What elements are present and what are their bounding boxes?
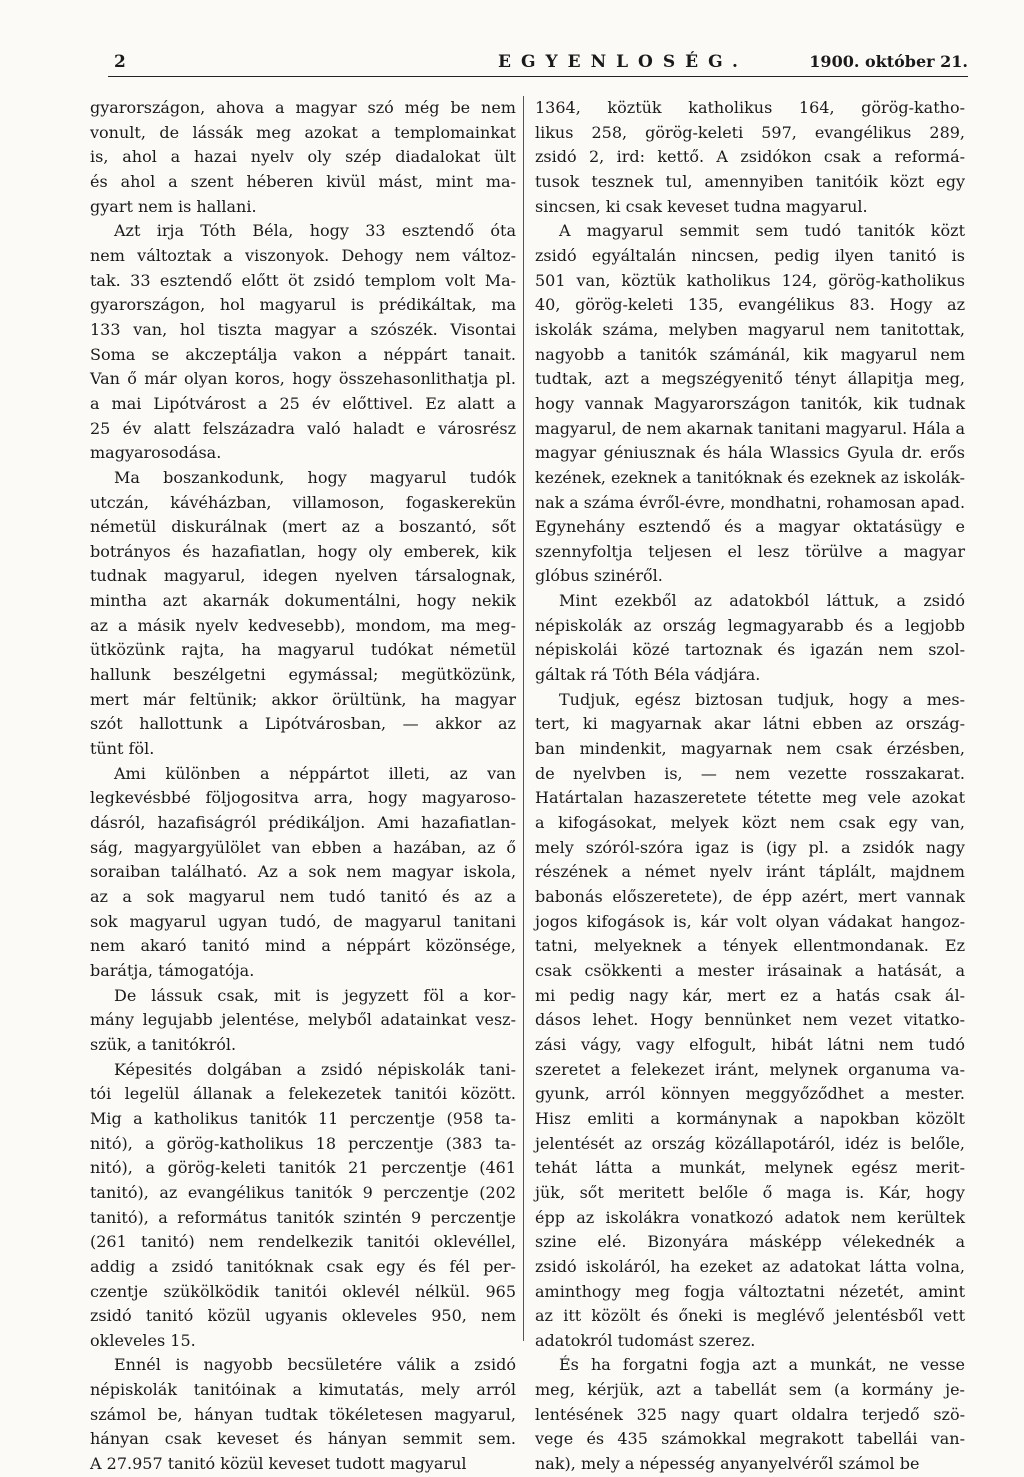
text-line: De lássuk csak, mit is jegyzett föl a kor- [114,985,517,1005]
text-line: vonult, de lássák meg azokat a templomainkat [90,122,516,142]
text-line: dásról, hazafiságról prédikáljon. Ami hazafiatlan- [90,813,516,833]
text-line: 40, görög-keleti 135, evangélikus 83. Hogy az [535,295,966,315]
text-line: Mint ezekből az adatokból láttuk, a zsidó [559,591,965,611]
page-header [108,50,968,76]
text-line: Ma boszankodunk, hogy magyarul tudók [114,467,516,487]
paragraph [535,219,965,589]
text-line: szeretet a felekezet iránt, melynek organuma va- [535,1059,965,1079]
text-line: likus 258, görög-keleti 597, evangélikus 289, [535,122,966,142]
text-line: botrányos és hazafiatlan, hogy oly emberek, kik [90,541,517,561]
text-line: zsidó 2, ird: kettő. A zsidókon csak a reformá- [535,147,966,167]
paragraph [90,984,516,1058]
text-line: szine elé. Bizonyára másképp vélekednék a [535,1232,965,1252]
text-line: magyar géniusznak és hála Wlassics Gyula dr. erős [535,443,966,463]
text-line: tanitó), a református tanitók szintén 9 perczentje [90,1207,517,1227]
text-line: népiskolák tanitóinak a kimutatás, mely arról [90,1380,517,1400]
text-line: épp az iskolákra vonatkozó adatok nem kerültek [535,1207,966,1227]
text-line: Ami különben a néppártot illeti, az van [114,763,516,783]
text-line: (261 tanitó) nem rendelkezik tanitói oklevéllel, [90,1232,517,1252]
text-line: Van ő már olyan koros, hogy összehasonlithatja pl. [90,369,516,389]
text-line: gyunk, arról könnyen meggyőződhet a mester. [535,1084,966,1104]
text-line: tert, ki magyarnak akar látni ebben az ország- [535,714,965,734]
text-line: sincsen, ki csak keveset tudna magyarul. [535,196,868,216]
text-line: A magyarul semmit sem tudó tanitók közt [559,221,965,241]
text-line: tatni, melyeknek a tények ellentmondanak. Ez [535,936,965,956]
paragraph [535,96,965,219]
text-line: iskolák száma, melyben magyarul nem tanitottak, [535,319,966,339]
text-line: 133 van, hol tiszta magyar a szószék. Visontai [90,319,517,339]
text-line: lentésének 325 nagy quart oldalra terjedő szö- [535,1404,966,1424]
text-line: És ha forgatni fogja azt a munkát, ne vesse [559,1355,965,1375]
text-line: jelentését az ország közállapotáról, idéz is belőle, [535,1133,965,1153]
text-line: mintha azt akarnák dokumentálni, hogy nekik [90,591,516,611]
text-line: tusok tesznek tul, amennyiben tanitóik közt egy [535,171,966,191]
text-line: A 27.957 tanitó közül keveset tudott magyarul [90,1454,467,1474]
paragraph [535,589,965,688]
text-line: mány legujabb jelentése, melyből adatainkat vesz- [90,1010,517,1030]
text-line: glóbus szinéről. [535,566,663,586]
text-line: Azt irja Tóth Béla, hogy 33 esztendő óta [114,221,517,241]
text-line: utczán, kávéházban, villamoson, fogaskerekün [90,492,516,512]
text-line: gyarországon, hol magyarul is prédikáltak, ma [90,295,516,315]
text-line: hallunk beszélgetni egymással; megütközünk, [90,665,516,685]
text-line: Egynehány esztendő és a magyar oktatásügy e [535,517,966,537]
text-line: az itt közölt és őneki is meglévő jelentésből vett [535,1306,966,1326]
text-line: nem akaró tanitó mind a néppárt közönsége, [90,936,516,956]
text-line: nitó), a görög-katholikus 18 perczentje (383 ta- [90,1133,516,1153]
text-line: népiskolái közé tartoznak és igazán nem szol- [535,640,966,660]
header-rule [108,76,968,77]
paragraph [90,96,516,219]
paragraph [535,1353,965,1476]
text-line: 501 van, köztük katholikus 124, görög-katholikus [535,270,965,290]
column-divider [523,96,524,1341]
text-line: zási vágy, vagy elfogult, hibát látni nem tudó [535,1034,966,1054]
right-column [535,96,966,1474]
text-line: Határtalan hazaszeretete tétette meg vele azokat [535,788,966,808]
text-line: sok magyarul ugyan tudó, de magyarul tanitani [90,911,516,931]
text-line: ság, magyargyülölet van ebben a hazában, az ő [90,837,517,857]
text-line: és ahol a szent héberen kivül mást, mint ma- [90,171,516,191]
left-column [90,96,517,1474]
text-line: szük, a tanitókról. [90,1034,237,1054]
text-line: tudtak, azt a megszégyenitő tényt állapitja meg, [535,369,966,389]
text-line: ütközünk rajta, ha magyarul tudókat németül [90,640,517,660]
text-line: nagyobb a tanitók számánál, kik magyarul nem [535,344,965,364]
text-line: okleveles 15. [90,1330,196,1350]
paragraph [90,1353,516,1476]
text-line: meg, kérjük, azt a tabellát sem (a kormány je- [535,1380,965,1400]
text-line: tudnak magyarul, idegen nyelven társalognak, [90,566,516,586]
paragraph [90,466,516,762]
text-line: is, ahol a hazai nyelv oly szép diadalokat ült [90,147,516,167]
text-line: nitó), a görög-keleti tanitók 21 perczentje (461 [90,1158,517,1178]
text-line: hányan csak keveset és hányan semmit sem. [90,1429,516,1449]
text-line: az a sok magyarul nem tudó tanitó és az a [90,887,517,906]
text-line: soraiban található. Az a sok nem magyar iskola, [90,862,517,882]
text-line: Soma se akczeptálja vakon a néppárt tanait. [90,344,516,364]
paragraph [90,762,516,984]
text-line: tói legelül állanak a felekezetek tanitói között. [90,1084,516,1104]
text-line: mi pedig nagy kár, mert ez a hatás csak ál- [535,985,965,1005]
text-line: népiskolák az ország legmagyarabb és a legjobb [535,615,965,635]
text-line: Képesités dolgában a zsidó népiskolák tani- [114,1059,517,1079]
issue-date: 1900. október 21. [809,52,968,71]
text-line: zsidó egyáltalán nincsen, pedig ilyen tanitó is [535,245,965,265]
text-line: gáltak rá Tóth Béla vádjára. [535,665,761,685]
text-line: tanitó), az evangélikus tanitók 9 perczentje (202 [90,1182,517,1202]
text-line: addig a zsidó tanitóknak csak egy és fél per- [90,1256,516,1276]
text-line: tünt föl. [90,739,155,759]
text-line: de nyelvben is, — nem vezette rosszakarat. [535,763,965,783]
masthead-title: EGYENLOSÉG. [498,52,748,72]
text-line: jük, sőt meritett belőle ő maga is. Kár, hogy [535,1182,965,1202]
text-line: aminthogy meg fogja változtatni nézetét, amint [535,1281,965,1301]
paragraph [90,219,516,466]
text-line: németül diskurálnak (mert az a boszantó, sőt [90,517,516,537]
text-line: vege és 435 számokkal megrakott tabellái van- [535,1429,966,1449]
text-line: szennyfoltja teljesen el lesz törülve a magyar [535,541,965,561]
text-line: gyarországon, ahova a magyar szó még be nem [90,98,516,117]
text-line: ban mindenkit, magyarnak nem csak érzésben, [535,739,966,759]
text-line: adatokról tudomást szerez. [535,1330,756,1350]
text-line: részének a német nyelv iránt táplált, majdnem [535,862,965,882]
text-line: számol be, hányan tudtak tökéletesen magyarul, [90,1404,516,1424]
text-line: mert már feltünik; akkor örültünk, ha magyar [90,689,517,709]
text-line: jogos kifogások is, kár volt olyan vádakat hangoz- [535,911,966,931]
text-line: legkevésbbé följogositva arra, hogy magyaroso- [90,788,516,808]
text-line: dásos lehet. Hogy bennünket nem vezet vitatko- [535,1010,965,1030]
paragraph [535,688,965,1354]
text-line: 1364, köztük katholikus 164, görög-katho- [535,98,965,117]
page-number: 2 [114,52,126,72]
text-line: kezének, ezeknek a tanitóknak és ezeknek az iskolák- [535,467,965,487]
paragraph [90,1058,516,1354]
text-line: babonás előszeretete), de épp azért, mert vannak [535,887,965,906]
text-line: a kifogásokat, melyek közt nem csak egy van, [535,813,966,833]
text-line: csak csökkenti a mester irásainak a hatását, a [535,960,965,980]
text-line: magyarosodása. [90,443,222,463]
text-line: zsidó tanitó közül ugyanis okleveles 950, nem [90,1306,516,1326]
text-line: szót hallottunk a Lipótvárosban, — akkor az [90,714,516,734]
text-line: magyarul, de nem akarnak tanitani magyarul. Hála a [535,418,966,438]
text-line: az a másik nyelv kedvesebb), mondom, ma meg- [90,615,516,635]
text-line: nak), mely a népesség anyanyelvéről számol be [535,1454,920,1474]
text-line: a mai Lipótvárost a 25 év előttivel. Ez alatt a [90,393,516,413]
text-line: Hisz emliti a kormánynak a napokban közölt [535,1108,965,1128]
text-line: hogy vannak Magyarországon tanitók, kik tudnak [535,393,966,413]
text-line: zsidó iskoláról, ha ezeket az adatokat látta volna, [535,1256,966,1276]
text-line: nem változtak a viszonyok. Dehogy nem változ- [90,245,516,265]
text-line: gyart nem is hallani. [90,196,257,216]
text-line: Ennél is nagyobb becsületére válik a zsidó [114,1355,516,1375]
text-line: barátja, támogatója. [90,960,255,980]
text-line: Mig a katholikus tanitók 11 perczentje (958 ta- [90,1108,517,1128]
text-line: tehát látta a munkát, melynek egész merit- [535,1158,966,1178]
text-line: mely szóról-szóra igaz is (igy pl. a zsidók nagy [535,837,965,857]
text-line: tak. 33 esztendő előtt öt zsidó templom volt Ma- [90,270,517,290]
text-line: czentje szükölködik tanitói oklevél nélkül. 965 [90,1281,517,1301]
text-line: Tudjuk, egész biztosan tudjuk, hogy a mes- [559,689,966,709]
text-line: nak a száma évről-évre, mondhatni, rohamosan apad. [535,492,965,512]
text-line: 25 év alatt felszázadra való haladt e városrész [90,418,517,438]
